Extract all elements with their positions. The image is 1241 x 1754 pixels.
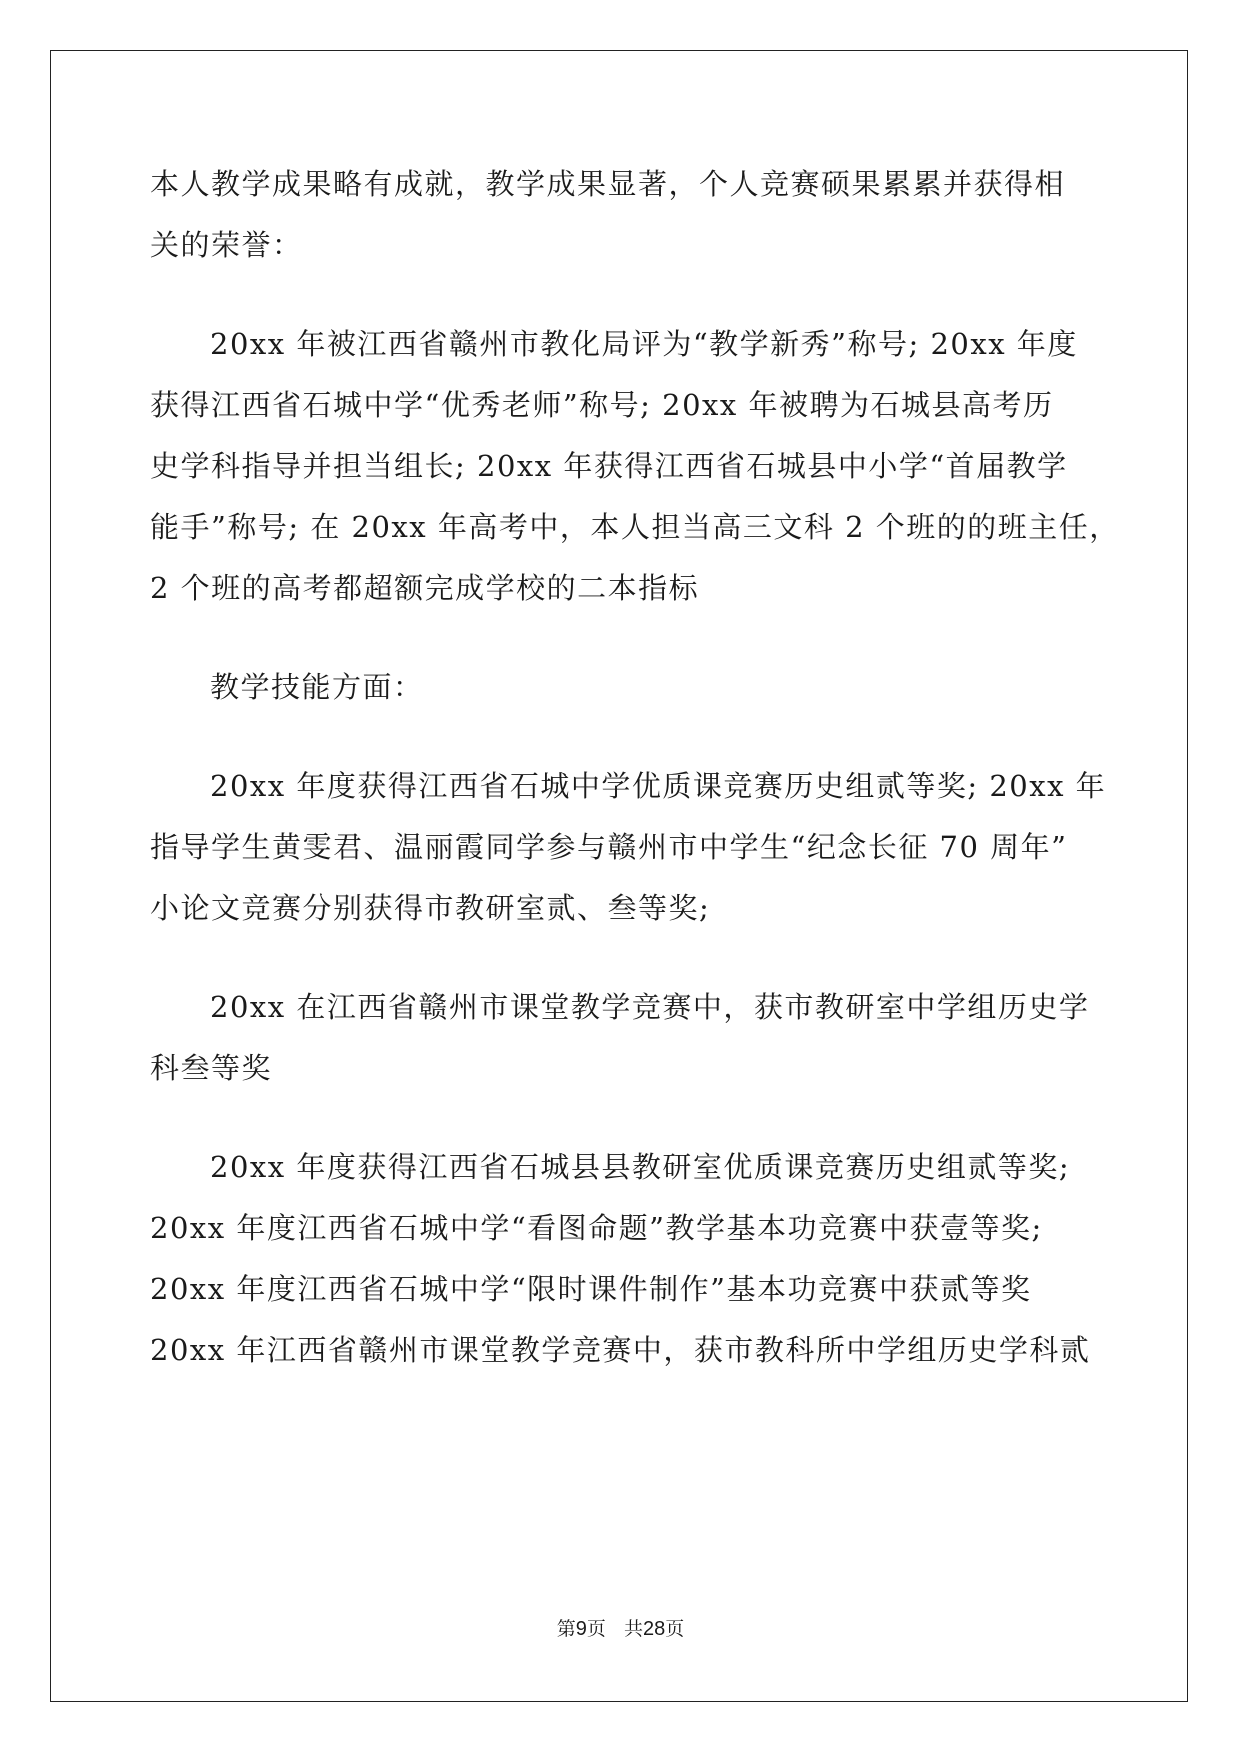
total-pages: 28: [642, 1618, 666, 1640]
text-line: 小论文竞赛分别获得市教研室贰、叁等奖;: [150, 891, 711, 925]
paragraph: [150, 657, 1090, 718]
text-line: 指导学生黄雯君、温丽霞同学参与赣州市中学生“纪念长征 70 周年”: [150, 830, 1068, 864]
paragraph-gap: [150, 1099, 1090, 1137]
text-line: 20xx 年度获得江西省石城中学优质课竞赛历史组贰等奖; 20xx 年: [210, 769, 1107, 803]
text-line: 20xx 年江西省赣州市课堂教学竞赛中，获市教科所中学组历史学科贰: [150, 1333, 1091, 1367]
text-line: 20xx 年度江西省石城中学“看图命题”教学基本功竞赛中获壹等奖;: [150, 1211, 1043, 1245]
text-line: 科叁等奖: [150, 1051, 273, 1085]
page-footer: [0, 1614, 1241, 1641]
text-line: 获得江西省石城中学“优秀老师”称号; 20xx 年被聘为石城县高考历: [150, 388, 1054, 422]
text-line: 关的荣誉：: [150, 228, 303, 262]
page-number: 9: [575, 1618, 587, 1640]
text-line: 史学科指导并担当组长; 20xx 年获得江西省石城县中小学“首届教学: [150, 449, 1068, 483]
paragraph-gap: [150, 276, 1090, 314]
total-prefix: 共: [623, 1618, 643, 1640]
paragraph: [150, 1137, 1090, 1381]
paragraph: [150, 314, 1120, 619]
paragraph-gap: [150, 718, 1090, 756]
text-line: 本人教学成果略有成就，教学成果显著，个人竞赛硕果累累并获得相: [150, 167, 1066, 201]
paragraph: [150, 154, 1090, 276]
text-line: 20xx 年度获得江西省石城县县教研室优质课竞赛历史组贰等奖;: [210, 1150, 1071, 1184]
text-line: 能手”称号; 在 20xx 年高考中，本人担当高三文科 2 个班的的班主任，: [150, 510, 1120, 544]
paragraph-gap: [150, 939, 1090, 977]
text-line: 20xx 在江西省赣州市课堂教学竞赛中，获市教研室中学组历史学: [210, 990, 1090, 1024]
text-line: 教学技能方面：: [210, 670, 424, 704]
page-prefix: 第: [556, 1618, 576, 1640]
paragraph-gap: [150, 619, 1090, 657]
text-line: 20xx 年度江西省石城中学“限时课件制作”基本功竞赛中获贰等奖: [150, 1272, 1032, 1306]
paragraph: [150, 977, 1090, 1099]
page-suffix: 页: [586, 1618, 606, 1640]
paragraph: [150, 756, 1107, 939]
document-body: [150, 154, 1120, 1381]
text-line: 2 个班的高考都超额完成学校的二本指标: [150, 571, 700, 605]
total-suffix: 页: [665, 1618, 685, 1640]
text-line: 20xx 年被江西省赣州市教化局评为“教学新秀”称号; 20xx 年度: [210, 327, 1078, 361]
